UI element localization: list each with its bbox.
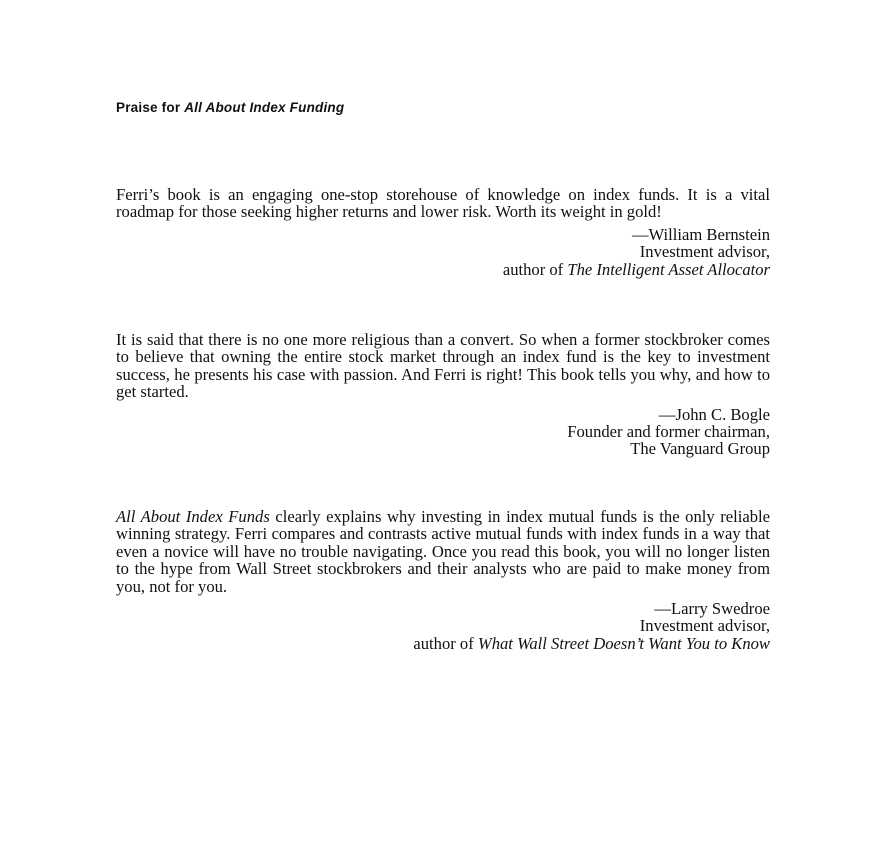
quote-text: clearly explains why investing in index mutual funds is the only reliable winning strategy. Ferri compares and contrasts active mutual funds with index funds in a way that even a novice will have no trouble navigating. Once you read this book, you will no longer listen to the hype from Wall Street stockbrokers and their analysts who are paid to make money from you, not for you. bbox=[116, 507, 770, 596]
praise-quote: Ferri’s book is an engaging one-stop storehouse of knowledge on index funds. It is a vital roadmap for those seeking higher returns and lower risk. Worth its weight in gold! bbox=[116, 185, 770, 222]
praise-block-bogle bbox=[116, 331, 770, 458]
credit-book-title: What Wall Street Doesn’t Want You to Know bbox=[477, 633, 770, 653]
credit-book-title: The Intelligent Asset Allocator bbox=[567, 259, 770, 279]
attribution-name: —William Bernstein bbox=[631, 224, 770, 244]
attribution-credit bbox=[116, 261, 770, 278]
attribution-role: Investment advisor, bbox=[639, 616, 770, 636]
praise-quote bbox=[116, 508, 770, 595]
heading-prefix: Praise for bbox=[116, 100, 185, 115]
credit-prefix: author of bbox=[413, 633, 478, 653]
page-heading bbox=[116, 98, 770, 118]
attribution-name: —John C. Bogle bbox=[658, 404, 770, 424]
praise-block-bernstein bbox=[116, 186, 770, 278]
quote-book-title: All About Index Funds bbox=[116, 507, 270, 526]
book-page bbox=[116, 98, 770, 653]
praise-attribution bbox=[116, 406, 770, 458]
praise-attribution bbox=[116, 226, 770, 278]
attribution-role: Founder and former chairman, bbox=[567, 422, 770, 442]
praise-attribution bbox=[116, 600, 770, 652]
praise-quote: It is said that there is no one more religious than a convert. So when a former stockbroker comes to believe that owning the entire stock market through an index fund is the key to investment success, he presents his case with passion. And Ferri is right! This book tells you why, and how to get started. bbox=[116, 330, 770, 402]
attribution-role: Investment advisor, bbox=[639, 242, 770, 262]
attribution-organization: The Vanguard Group bbox=[630, 439, 770, 459]
praise-block-swedroe bbox=[116, 508, 770, 652]
attribution-name: —Larry Swedroe bbox=[654, 599, 770, 619]
heading-book-title: All About Index Funding bbox=[184, 100, 345, 115]
credit-prefix: author of bbox=[502, 259, 568, 279]
attribution-credit bbox=[116, 635, 770, 652]
